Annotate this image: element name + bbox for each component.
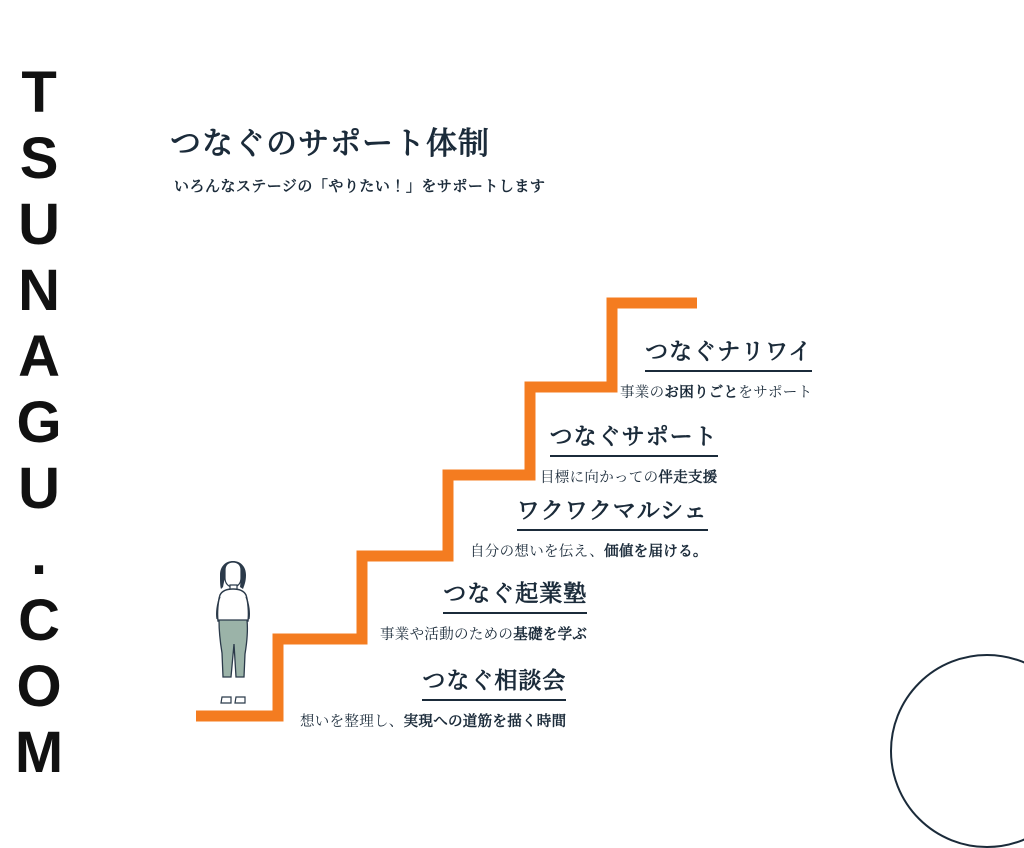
step-description-emphasis: 伴走支援 [658,470,718,486]
step-description-normal: 目標に向かっての [540,470,659,486]
step-description-emphasis: 価値を届ける。 [604,544,708,560]
step-title: つなぐ相談会 [422,662,566,701]
step-description [620,381,812,402]
step-item-2[interactable] [470,492,708,561]
step-description-emphasis: お困りごと [664,385,739,401]
step-description-normal: 事業や活動のための [380,627,514,643]
step-description [380,623,587,644]
page-subtitle: いろんなステージの「やりたい！」をサポートします [174,178,546,195]
step-description-normal: 自分の想いを伝え、 [470,544,605,560]
step-description-normal: 想いを整理し、 [300,714,404,730]
step-description [470,540,708,561]
step-description-tail: をサポート [738,385,813,401]
brand-wordmark [4,60,74,786]
title-block [170,118,545,196]
step-description-normal: 事業の [620,385,665,401]
step-item-3[interactable] [540,418,718,487]
step-description-emphasis: 基礎を学ぶ [513,627,588,643]
step-description [300,710,566,731]
step-title: ワクワクマルシェ [517,492,708,531]
decorative-circle [890,654,1024,848]
step-item-1[interactable] [380,575,587,644]
step-item-0[interactable] [300,662,566,731]
step-title: つなぐ起業塾 [443,575,587,614]
step-item-4[interactable] [620,333,812,402]
page-title: つなぐのサポート体制 [170,126,490,161]
step-description-emphasis: 実現への道筋を描く時間 [403,714,567,730]
step-title: つなぐサポート [550,418,718,457]
step-description [540,466,718,487]
brand-wordmark-text: TSUNAGU.COM [6,60,72,786]
person-illustration [200,557,266,709]
step-title: つなぐナリワイ [645,333,812,372]
